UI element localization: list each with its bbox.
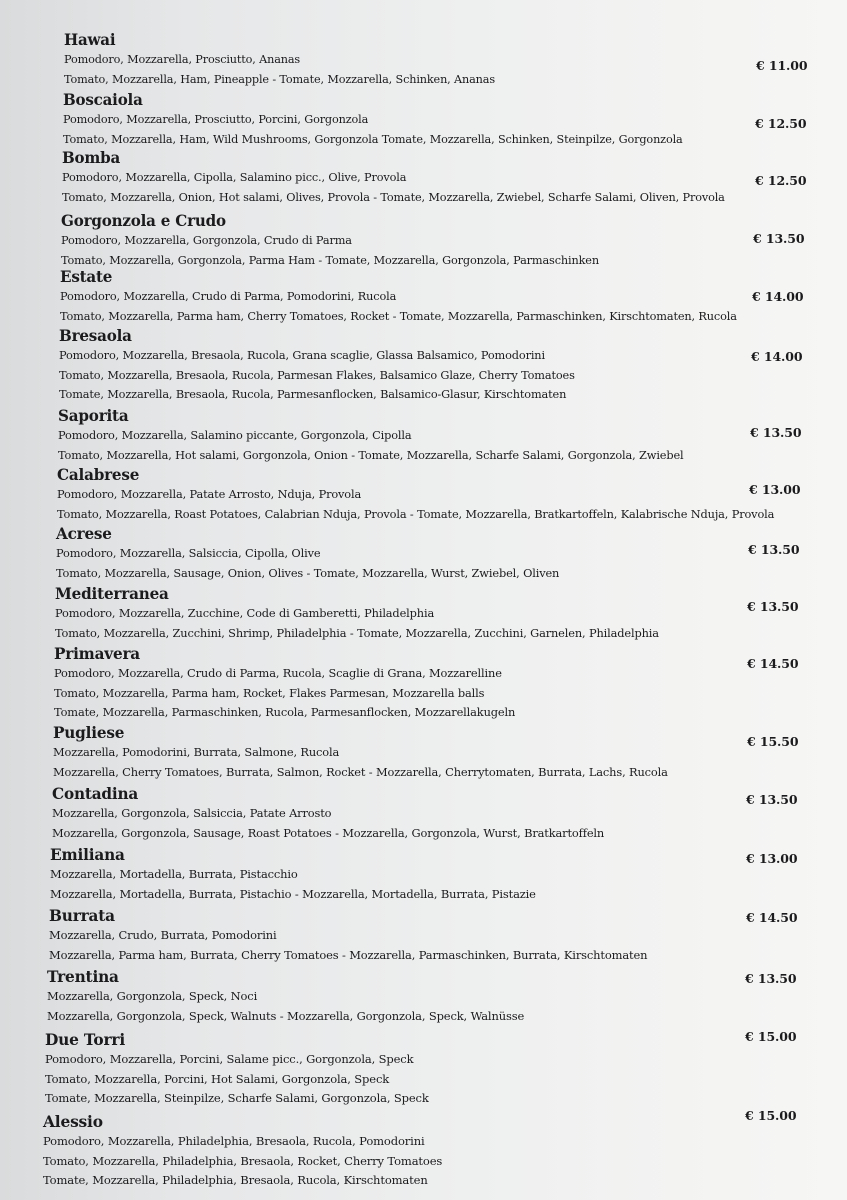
menu-item-name: Burrata	[49, 906, 115, 925]
menu-item-price: € 15.00	[745, 1108, 797, 1123]
menu-item-ingredients: Mozzarella, Gorgonzola, Sausage, Roast Potatoes - Mozzarella, Gorgonzola, Wurst, Bratkartoffeln	[52, 825, 605, 840]
menu-item	[62, 148, 847, 207]
menu-item-price: € 15.00	[745, 1029, 797, 1044]
menu-item-ingredients: Mozzarella, Gorgonzola, Speck, Noci	[47, 989, 258, 1003]
menu-item-ingredients: Pomodoro, Mozzarella, Porcini, Salame picc., Gorgonzola, Speck	[45, 1052, 414, 1066]
menu-item	[43, 1112, 843, 1191]
menu-item	[53, 723, 847, 782]
menu-item	[49, 906, 847, 965]
menu-item-ingredients: Tomato, Mozzarella, Ham, Pineapple - Tomate, Mozzarella, Schinken, Ananas	[64, 71, 495, 86]
menu-item-name: Pugliese	[53, 723, 125, 742]
menu-item-name: Primavera	[54, 644, 140, 663]
menu-item-ingredients: Pomodoro, Mozzarella, Prosciutto, Porcini, Gorgonzola	[63, 112, 369, 126]
menu-item-name: Gorgonzola e Crudo	[61, 211, 226, 230]
menu-item-name: Contadina	[52, 784, 139, 803]
menu-item-price: € 13.50	[753, 231, 805, 246]
menu-item	[52, 784, 847, 843]
menu-item-price: € 14.50	[747, 656, 799, 671]
menu-item-name: Bresaola	[59, 326, 132, 345]
menu-item-price: € 12.50	[755, 173, 807, 188]
menu-item	[54, 644, 847, 723]
menu-item-ingredients: Pomodoro, Mozzarella, Zucchine, Code di Gamberetti, Philadelphia	[55, 606, 435, 620]
menu-item-ingredients: Mozzarella, Pomodorini, Burrata, Salmone, Rucola	[53, 745, 340, 759]
menu-item-ingredients: Mozzarella, Parma ham, Burrata, Cherry Tomatoes - Mozzarella, Parmaschinken, Burrata, Kirschtomaten	[49, 947, 648, 962]
menu-item-price: € 12.50	[755, 116, 807, 131]
menu-item	[64, 30, 847, 89]
menu-item-ingredients: Tomato, Mozzarella, Philadelphia, Bresaola, Rocket, Cherry Tomatoes	[43, 1153, 443, 1168]
menu-item	[50, 845, 847, 904]
menu-item-ingredients: Pomodoro, Mozzarella, Patate Arrosto, Nduja, Provola	[57, 487, 362, 501]
menu-item-price: € 13.50	[747, 599, 799, 614]
menu-item-name: Acrese	[56, 524, 112, 543]
menu-item-ingredients: Mozzarella, Gorgonzola, Salsiccia, Patate Arrosto	[52, 806, 332, 820]
menu-item-price: € 14.00	[751, 349, 803, 364]
menu-item-price: € 14.50	[746, 910, 798, 925]
menu-item-ingredients: Tomato, Mozzarella, Parma ham, Rocket, Flakes Parmesan, Mozzarella balls	[54, 685, 485, 700]
menu-item-ingredients: Tomate, Mozzarella, Philadelphia, Bresaola, Rucola, Kirschtomaten	[43, 1173, 428, 1187]
menu-item-ingredients: Tomato, Mozzarella, Bresaola, Rucola, Parmesan Flakes, Balsamico Glaze, Cherry Tomatoes	[59, 367, 575, 382]
menu-item-name: Mediterranea	[55, 584, 169, 603]
menu-item-ingredients: Mozzarella, Mortadella, Burrata, Pistacchio	[50, 867, 298, 881]
menu-item-ingredients: Tomate, Mozzarella, Parmaschinken, Rucola, Parmesanflocken, Mozzarellakugeln	[54, 705, 516, 719]
menu-item-ingredients: Tomato, Mozzarella, Ham, Wild Mushrooms, Gorgonzola Tomate, Mozzarella, Schinken, Steinpilze, Gorgonzola	[63, 131, 683, 146]
menu-item-price: € 15.50	[747, 734, 799, 749]
menu-item-ingredients: Tomate, Mozzarella, Bresaola, Rucola, Parmesanflocken, Balsamico-Glasur, Kirschtomaten	[59, 387, 567, 401]
menu-item-ingredients: Pomodoro, Mozzarella, Bresaola, Rucola, Grana scaglie, Glassa Balsamico, Pomodorini	[59, 348, 545, 362]
menu-item-ingredients: Tomate, Mozzarella, Steinpilze, Scharfe Salami, Gorgonzola, Speck	[45, 1091, 429, 1105]
menu-item	[47, 967, 847, 1026]
menu-item-ingredients: Pomodoro, Mozzarella, Gorgonzola, Crudo di Parma	[61, 233, 352, 247]
menu-item-ingredients: Tomato, Mozzarella, Porcini, Hot Salami, Gorgonzola, Speck	[45, 1071, 390, 1086]
menu-item-price: € 13.50	[745, 971, 797, 986]
menu-item-ingredients: Pomodoro, Mozzarella, Prosciutto, Ananas	[64, 52, 301, 66]
menu-item-name: Boscaiola	[63, 90, 143, 109]
menu-item-name: Alessio	[43, 1112, 103, 1131]
menu-item-price: € 13.50	[746, 792, 798, 807]
menu-item-name: Saporita	[58, 406, 129, 425]
menu-item-ingredients: Pomodoro, Mozzarella, Salsiccia, Cipolla, Olive	[56, 546, 321, 560]
menu-item-ingredients: Pomodoro, Mozzarella, Salamino piccante, Gorgonzola, Cipolla	[58, 428, 412, 442]
menu-item-price: € 13.00	[749, 482, 801, 497]
menu-item-ingredients: Mozzarella, Crudo, Burrata, Pomodorini	[49, 928, 277, 942]
menu-item-price: € 13.00	[746, 851, 798, 866]
menu-item-name: Trentina	[47, 967, 119, 986]
menu-item-ingredients: Mozzarella, Gorgonzola, Speck, Walnuts - Mozzarella, Gorgonzola, Speck, Walnüsse	[47, 1008, 525, 1023]
menu-item	[58, 406, 847, 465]
menu-item-name: Emiliana	[50, 845, 125, 864]
menu-item	[56, 524, 847, 583]
menu-item-name: Estate	[60, 267, 113, 286]
menu-item-ingredients: Tomato, Mozzarella, Parma ham, Cherry Tomatoes, Rocket - Tomate, Mozzarella, Parmaschinken, Kirschtomaten, Rucola	[60, 308, 737, 323]
menu-item	[57, 465, 847, 524]
menu-item-name: Due Torri	[45, 1030, 126, 1049]
menu-item-ingredients: Mozzarella, Mortadella, Burrata, Pistachio - Mozzarella, Mortadella, Burrata, Pistazie	[50, 886, 536, 901]
menu-item	[55, 584, 847, 643]
menu-item-ingredients: Tomato, Mozzarella, Zucchini, Shrimp, Philadelphia - Tomate, Mozzarella, Zucchini, Garnelen, Philadelphia	[55, 625, 659, 640]
menu-item	[63, 90, 847, 149]
menu-item	[59, 326, 847, 405]
menu-item-name: Calabrese	[57, 465, 140, 484]
menu-item-ingredients: Pomodoro, Mozzarella, Cipolla, Salamino picc., Olive, Provola	[62, 170, 407, 184]
menu-item-name: Bomba	[62, 148, 121, 167]
menu-item-ingredients: Mozzarella, Cherry Tomatoes, Burrata, Salmon, Rocket - Mozzarella, Cherrytomaten, Burrata, Lachs, Rucola	[53, 764, 668, 779]
menu-item	[45, 1030, 845, 1109]
menu-item	[60, 267, 847, 326]
menu-item-ingredients: Pomodoro, Mozzarella, Philadelphia, Bresaola, Rucola, Pomodorini	[43, 1134, 425, 1148]
menu-item-ingredients: Pomodoro, Mozzarella, Crudo di Parma, Pomodorini, Rucola	[60, 289, 397, 303]
menu-item-ingredients: Tomato, Mozzarella, Hot salami, Gorgonzola, Onion - Tomate, Mozzarella, Scharfe Salami, Gorgonzola, Zwiebel	[58, 447, 684, 462]
menu-item	[61, 211, 847, 270]
menu-item-price: € 11.00	[756, 58, 808, 73]
menu-item-ingredients: Pomodoro, Mozzarella, Crudo di Parma, Rucola, Scaglie di Grana, Mozzarelline	[54, 666, 502, 680]
menu-item-price: € 13.50	[748, 542, 800, 557]
menu-item-name: Hawai	[64, 30, 116, 49]
menu-item-ingredients: Tomato, Mozzarella, Onion, Hot salami, Olives, Provola - Tomate, Mozzarella, Zwiebel, Scharfe Salami, Oliven, Provola	[62, 189, 725, 204]
menu-item-price: € 13.50	[750, 425, 802, 440]
menu-item-ingredients: Tomato, Mozzarella, Sausage, Onion, Olives - Tomate, Mozzarella, Wurst, Zwiebel, Oliven	[56, 565, 560, 580]
menu-item-price: € 14.00	[752, 289, 804, 304]
menu-item-ingredients: Tomato, Mozzarella, Gorgonzola, Parma Ham - Tomate, Mozzarella, Gorgonzola, Parmaschinken	[61, 252, 599, 267]
menu-item-ingredients: Tomato, Mozzarella, Roast Potatoes, Calabrian Nduja, Provola - Tomate, Mozzarella, Bratkartoffeln, Kalabrische Nduja, Provola	[57, 506, 775, 521]
